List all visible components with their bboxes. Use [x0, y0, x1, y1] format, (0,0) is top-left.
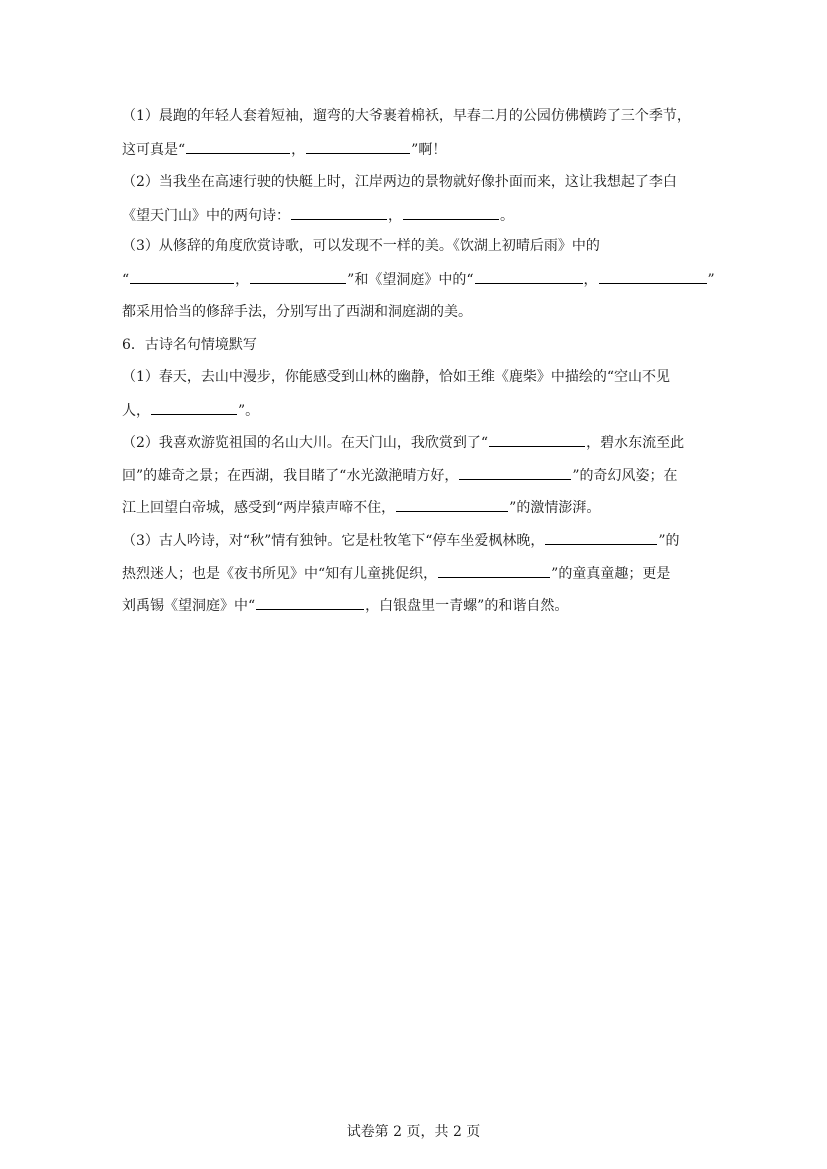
answer-blank[interactable]: [396, 497, 508, 512]
answer-blank[interactable]: [403, 205, 499, 220]
q6-2-line1: [122, 432, 827, 453]
answer-blank[interactable]: [489, 432, 585, 447]
text: 人，: [122, 403, 150, 419]
text: ”啊！: [411, 142, 447, 158]
q5-3-line2: [122, 269, 827, 290]
text: 《望天门山》中的两句诗：: [122, 208, 290, 224]
text: ，白银盘里一青螺”的和谐自然。: [365, 598, 569, 614]
text: ，: [388, 208, 402, 224]
answer-blank[interactable]: [130, 269, 234, 284]
text: ”的童真童趣；更是: [551, 566, 671, 582]
section-6-title: 6．古诗名句情境默写: [122, 337, 257, 353]
text: 热烈迷人；也是《夜书所见》中“知有儿童挑促织，: [122, 566, 438, 582]
text: ”: [707, 272, 715, 288]
q5-3-line3: 都采用恰当的修辞手法，分别写出了西湖和洞庭湖的美。: [122, 304, 472, 320]
q6-3-line1: [122, 530, 827, 551]
answer-blank[interactable]: [291, 205, 387, 220]
text: ”和《望洞庭》中的“: [347, 272, 474, 288]
answer-blank[interactable]: [250, 269, 346, 284]
text: ，: [583, 272, 598, 288]
text: （2）我喜欢游览祖国的名山大川。在天门山，我欣赏到了“: [122, 435, 489, 451]
q6-3-line2: [122, 563, 827, 584]
text: ”的激情澎湃。: [509, 500, 601, 516]
answer-blank[interactable]: [306, 139, 410, 154]
text: 这可真是“: [122, 142, 186, 158]
q6-1-line1: （1）春天，去山中漫步，你能感受到山林的幽静，恰如王维《鹿柴》中描绘的“空山不见: [122, 369, 671, 385]
text: ”的: [658, 533, 680, 549]
answer-blank[interactable]: [599, 269, 707, 284]
text: 回”的雄奇之景；在西湖，我目睹了“水光潋滟晴方好，: [122, 468, 459, 484]
text: 江上回望白帝城，感受到“两岸猿声啼不住，: [122, 500, 396, 516]
text: 。: [500, 208, 514, 224]
q5-1-line2: [122, 139, 827, 160]
text: ，: [235, 272, 250, 288]
q6-1-line2: [122, 400, 827, 421]
q6-2-line3: [122, 497, 827, 518]
q5-2-line1: （2）当我坐在高速行驶的快艇上时，江岸两边的景物就好像扑面而来，这让我想起了李白: [122, 174, 677, 190]
q5-2-line2: [122, 205, 827, 226]
q6-2-line2: [122, 465, 827, 486]
text: ”的奇幻风姿；在: [572, 468, 678, 484]
answer-blank[interactable]: [151, 400, 237, 415]
answer-blank[interactable]: [186, 139, 290, 154]
answer-blank[interactable]: [459, 465, 571, 480]
answer-blank[interactable]: [438, 563, 550, 578]
q5-1-line1: （1）晨跑的年轻人套着短袖，遛弯的大爷裹着棉袄，早春二月的公园仿佛横跨了三个季节，: [122, 108, 691, 124]
text: “: [122, 272, 130, 288]
q5-3-line1: （3）从修辞的角度欣赏诗歌，可以发现不一样的美。《饮湖上初晴后雨》中的: [122, 238, 600, 254]
q6-3-line3: [122, 595, 827, 616]
text: ，: [291, 142, 306, 158]
text: ”。: [238, 403, 260, 419]
text: ，碧水东流至此: [586, 435, 685, 451]
answer-blank[interactable]: [475, 269, 583, 284]
answer-blank[interactable]: [545, 530, 657, 545]
page-footer: 试卷第 2 页，共 2 页: [346, 1124, 481, 1140]
answer-blank[interactable]: [256, 595, 364, 610]
text: （3）古人吟诗，对“秋”情有独钟。它是杜牧笔下“停车坐爱枫林晚，: [122, 533, 545, 549]
text: 刘禹锡《望洞庭》中“: [122, 598, 256, 614]
